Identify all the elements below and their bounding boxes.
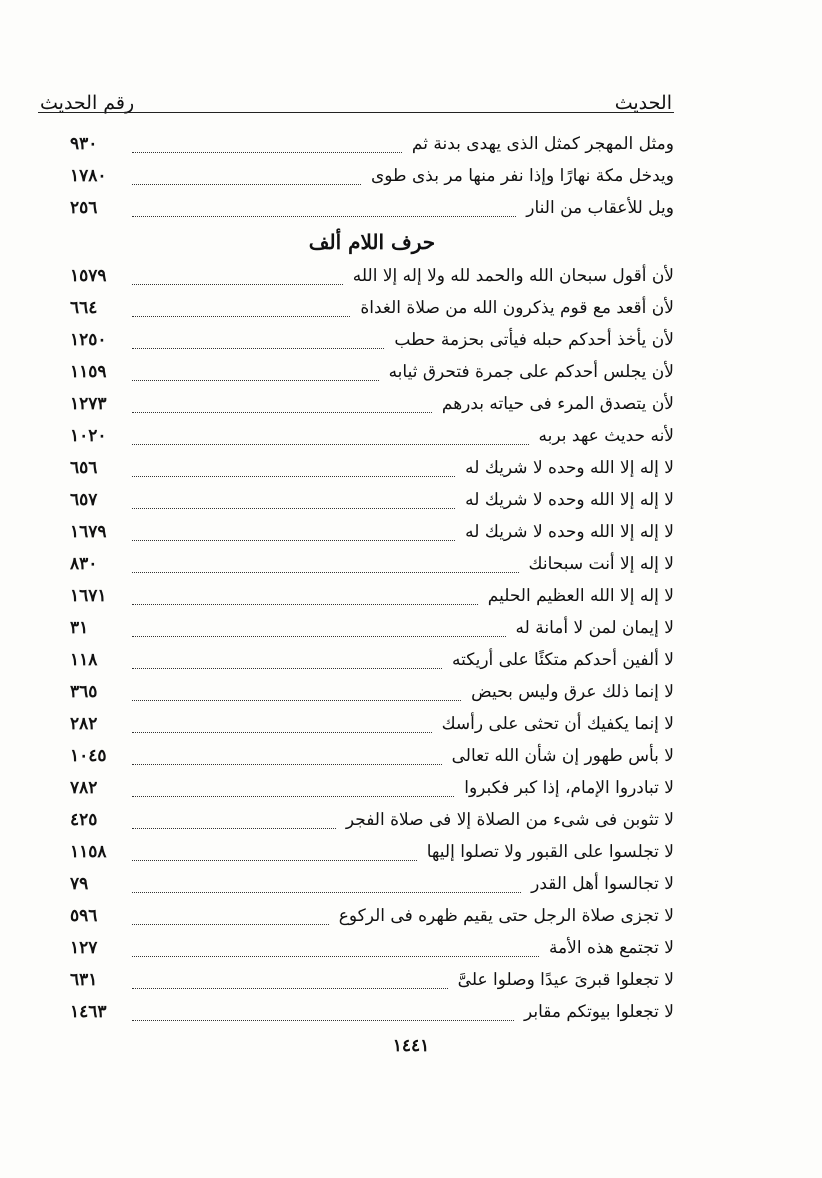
header-rule xyxy=(38,112,674,113)
dot-leader xyxy=(132,168,361,185)
dot-leader xyxy=(132,972,448,989)
hadith-number: ٩٣٠ xyxy=(70,134,98,154)
hadith-number: ٦٣١ xyxy=(70,970,98,990)
hadith-number: ١٦٧٩ xyxy=(70,522,107,542)
hadith-number: ١١٨ xyxy=(70,650,98,670)
index-entry xyxy=(70,324,674,356)
index-entry xyxy=(70,740,674,772)
hadith-number: ٧٩ xyxy=(70,874,89,894)
hadith-number: ٥٩٦ xyxy=(70,906,98,926)
hadith-text: لأن يأخذ أحدكم حبله فيأتى بحزمة حطب xyxy=(394,330,674,350)
hadith-text: لا إله إلا الله وحده لا شريك له xyxy=(465,490,674,510)
hadith-text: لا تبادروا الإمام، إذا كبر فكبروا xyxy=(464,778,674,798)
hadith-number: ١٦٧١ xyxy=(70,586,107,606)
index-entry xyxy=(70,580,674,612)
index-entry xyxy=(70,644,674,676)
dot-leader xyxy=(132,940,539,957)
index-entry xyxy=(70,516,674,548)
dot-leader xyxy=(132,460,455,477)
index-entry xyxy=(70,160,674,192)
index-entry xyxy=(70,548,674,580)
hadith-number: ٢٨٢ xyxy=(70,714,98,734)
index-entry xyxy=(70,868,674,900)
hadith-number: ٦٥٧ xyxy=(70,490,98,510)
hadith-number: ١٧٨٠ xyxy=(70,166,107,186)
dot-leader xyxy=(132,300,350,317)
hadith-number: ١١٥٨ xyxy=(70,842,107,862)
index-entry xyxy=(70,260,674,292)
hadith-number: ١٥٧٩ xyxy=(70,266,107,286)
hadith-text: لا إله إلا الله وحده لا شريك له xyxy=(465,522,674,542)
index-entry xyxy=(70,964,674,996)
dot-leader xyxy=(132,620,506,637)
index-entry xyxy=(70,128,674,160)
index-entry xyxy=(70,772,674,804)
hadith-text: لا تجزى صلاة الرجل حتى يقيم ظهره فى الركوع xyxy=(338,906,674,926)
hadith-text: لا تجتمع هذه الأمة xyxy=(548,938,674,958)
hadith-text: لا إيمان لمن لا أمانة له xyxy=(515,618,674,638)
dot-leader xyxy=(132,136,402,153)
index-entry xyxy=(70,292,674,324)
index-entry xyxy=(70,708,674,740)
hadith-number: ١٤٦٣ xyxy=(70,1002,107,1022)
hadith-number: ١٢٥٠ xyxy=(70,330,107,350)
hadith-text: لأن يجلس أحدكم على جمرة فتحرق ثيابه xyxy=(388,362,674,382)
hadith-text: لأن يتصدق المرء فى حياته بدرهم xyxy=(441,394,674,414)
hadith-text: لا تجعلوا بيوتكم مقابر xyxy=(523,1002,674,1022)
dot-leader xyxy=(132,428,529,445)
dot-leader xyxy=(132,492,455,509)
hadith-text: لا تجالسوا أهل القدر xyxy=(531,874,674,894)
index-group-lam-alif xyxy=(70,260,674,1028)
index-entry xyxy=(70,452,674,484)
hadith-number: ١٢٧٣ xyxy=(70,394,107,414)
dot-leader xyxy=(132,524,455,541)
header-hadith-label: الحديث xyxy=(614,92,672,114)
hadith-number: ١٠٤٥ xyxy=(70,746,107,766)
hadith-text: لأنه حديث عهد بربه xyxy=(538,426,674,446)
hadith-number: ١٠٢٠ xyxy=(70,426,107,446)
hadith-text: لأن أقول سبحان الله والحمد لله ولا إله إلا الله xyxy=(352,266,674,286)
hadith-text: ويدخل مكة نهارًا وإذا نفر منها مر بذى طوى xyxy=(370,166,674,186)
hadith-number: ١٢٧ xyxy=(70,938,98,958)
hadith-text: لا إله إلا الله العظيم الحليم xyxy=(487,586,674,606)
dot-leader xyxy=(132,1004,514,1021)
index-list xyxy=(70,128,674,1028)
index-entry xyxy=(70,484,674,516)
dot-leader xyxy=(132,396,432,413)
dot-leader xyxy=(132,716,432,733)
hadith-number: ٢٥٦ xyxy=(70,198,98,218)
index-entry xyxy=(70,932,674,964)
hadith-text: ومثل المهجر كمثل الذى يهدى بدنة ثم xyxy=(411,134,674,154)
dot-leader xyxy=(132,908,329,925)
dot-leader xyxy=(132,844,417,861)
dot-leader xyxy=(132,332,384,349)
hadith-text: لأن أقعد مع قوم يذكرون الله من صلاة الغداة xyxy=(360,298,674,318)
hadith-number: ٧٨٢ xyxy=(70,778,98,798)
hadith-text: لا ألفين أحدكم متكئًا على أريكته xyxy=(451,650,674,670)
section-title: حرف اللام ألف xyxy=(308,230,436,254)
hadith-text: لا تجلسوا على القبور ولا تصلوا إليها xyxy=(426,842,674,862)
hadith-text: لا إنما يكفيك أن تحثى على رأسك xyxy=(441,714,674,734)
index-entry xyxy=(70,356,674,388)
hadith-text: لا تجعلوا قبرىَ عيدًا وصلوا علىَّ xyxy=(457,970,674,990)
index-entry xyxy=(70,192,674,224)
hadith-number: ٦٦٤ xyxy=(70,298,98,318)
hadith-text: لا إله إلا أنت سبحانك xyxy=(528,554,674,574)
dot-leader xyxy=(132,588,478,605)
hadith-number: ٦٥٦ xyxy=(70,458,98,478)
dot-leader xyxy=(132,684,461,701)
hadith-number: ٨٣٠ xyxy=(70,554,98,574)
index-entry xyxy=(70,420,674,452)
hadith-text: لا إنما ذلك عرق وليس بحيض xyxy=(471,682,674,702)
dot-leader xyxy=(132,364,379,381)
index-entry xyxy=(70,612,674,644)
page-number: ١٤٤١ xyxy=(392,1036,430,1056)
index-entry xyxy=(70,900,674,932)
index-entry xyxy=(70,388,674,420)
dot-leader xyxy=(132,780,454,797)
hadith-number: ١١٥٩ xyxy=(70,362,107,382)
hadith-number: ٤٢٥ xyxy=(70,810,98,830)
hadith-text: ويل للأعقاب من النار xyxy=(526,198,674,218)
index-entry xyxy=(70,676,674,708)
index-entry xyxy=(70,836,674,868)
header-hadith-number-label: رقم الحديث xyxy=(40,92,135,114)
dot-leader xyxy=(132,748,442,765)
dot-leader xyxy=(132,556,519,573)
index-entry xyxy=(70,804,674,836)
hadith-number: ٣١ xyxy=(70,618,89,638)
dot-leader xyxy=(132,200,516,217)
hadith-text: لا إله إلا الله وحده لا شريك له xyxy=(465,458,674,478)
hadith-text: لا تثوبن فى شىء من الصلاة إلا فى صلاة الفجر xyxy=(345,810,674,830)
dot-leader xyxy=(132,876,521,893)
dot-leader xyxy=(132,812,336,829)
dot-leader xyxy=(132,652,442,669)
dot-leader xyxy=(132,268,343,285)
index-entry xyxy=(70,996,674,1028)
hadith-text: لا بأس طهور إن شأن الله تعالى xyxy=(451,746,674,766)
page-header xyxy=(40,84,672,114)
index-group-waw xyxy=(70,128,674,224)
hadith-number: ٣٦٥ xyxy=(70,682,98,702)
